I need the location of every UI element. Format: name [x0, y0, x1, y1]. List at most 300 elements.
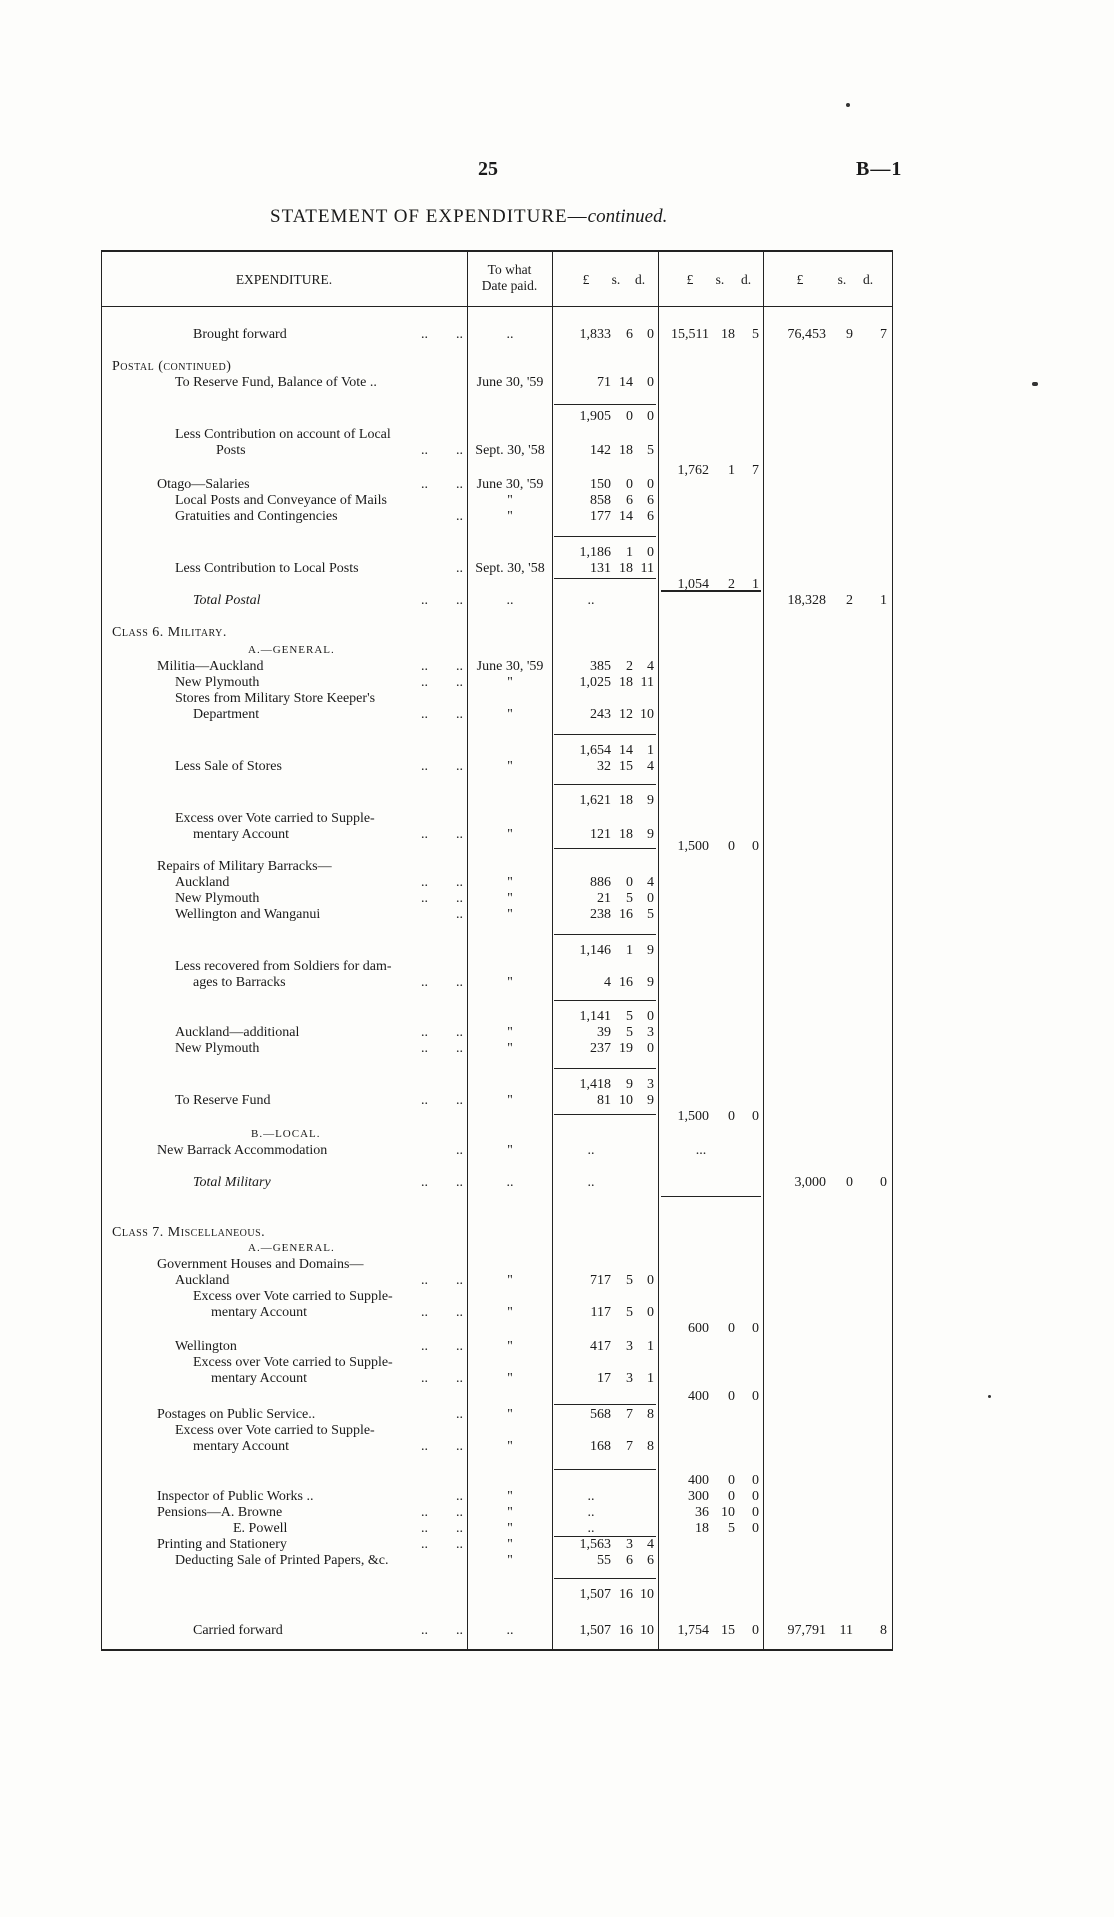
amount-a-shillings: 7 [626, 1407, 633, 1422]
table-row [101, 1024, 893, 1041]
row-date: June 30, '59 [476, 659, 544, 674]
table-row [101, 1552, 893, 1569]
leader-dots: .. .. [421, 707, 463, 722]
leader-dots: .. .. [421, 659, 463, 674]
amount-b-shillings: 5 [728, 1521, 735, 1536]
amount-a-shillings: 9 [626, 1077, 633, 1092]
amount-a-pounds: 568 [590, 1407, 611, 1422]
table-row [101, 326, 893, 343]
row-label: A.—GENERAL. [248, 1242, 335, 1254]
table-row [101, 560, 893, 577]
amount-b-pence: 0 [752, 1389, 759, 1404]
header-c2-shillings: s. [715, 272, 725, 287]
row-label: Less Sale of Stores [175, 759, 282, 774]
row-date: " [507, 1407, 513, 1422]
amount-b-pence: 5 [752, 327, 759, 342]
amount-a-pounds: 131 [590, 561, 611, 576]
row-label: Less recovered from Soldiers for dam- [175, 959, 392, 974]
amount-a-pounds: 71 [597, 375, 611, 390]
amount-a-shillings: 19 [619, 1041, 633, 1056]
amount-a-shillings: 3 [626, 1537, 633, 1552]
table-row [101, 810, 893, 827]
amount-a-shillings: 0 [626, 875, 633, 890]
table-row [101, 1388, 893, 1405]
amount-c-pounds: 3,000 [794, 1175, 826, 1190]
table-row [101, 544, 893, 561]
amount-a-pence: 1 [647, 1371, 654, 1386]
amount-c-pence: 1 [880, 593, 887, 608]
amount-a-shillings: 3 [626, 1371, 633, 1386]
amount-a-shillings: 14 [619, 375, 633, 390]
leader-dots: .. .. [421, 1041, 463, 1056]
row-date: " [507, 1093, 513, 1108]
row-date: .. [506, 327, 514, 342]
leader-dots: .. .. [421, 477, 463, 492]
amount-b-pence: 0 [752, 1623, 759, 1638]
amount-b-pounds: 1,054 [677, 577, 709, 592]
amount-a-pounds: 1,507 [579, 1587, 611, 1602]
amount-a-pounds: 417 [590, 1339, 611, 1354]
table-row [101, 408, 893, 425]
table-row [101, 974, 893, 991]
row-label: To Reserve Fund [175, 1093, 271, 1108]
table-row [101, 1076, 893, 1093]
amount-b-pence: 0 [752, 839, 759, 854]
amount-a-pounds: 1,833 [579, 327, 611, 342]
amount-a-shillings: 12 [619, 707, 633, 722]
amount-b-pence: 0 [752, 1473, 759, 1488]
amount-b-pence: 0 [752, 1521, 759, 1536]
row-label: Militia—Auckland [157, 659, 264, 674]
amount-a-shillings: 7 [626, 1439, 633, 1454]
row-date: " [507, 891, 513, 906]
table-row [101, 758, 893, 775]
header-c3-shillings: s. [837, 272, 847, 287]
table-row [101, 1272, 893, 1289]
amount-a-blank: .. [587, 1175, 595, 1190]
amount-a-pence: 9 [647, 827, 654, 842]
table-row [101, 358, 893, 375]
amount-a-pence: 9 [647, 943, 654, 958]
amount-a-pounds: 142 [590, 443, 611, 458]
row-label: A.—GENERAL. [248, 644, 335, 656]
table-row [101, 1174, 893, 1191]
amount-b-pence: 0 [752, 1321, 759, 1336]
amount-a-shillings: 16 [619, 975, 633, 990]
leader-dots: .. .. [421, 1537, 463, 1552]
amount-b-pence: 7 [752, 463, 759, 478]
amount-b-pounds: 36 [695, 1505, 709, 1520]
row-date: " [507, 493, 513, 508]
row-label: Total Military [193, 1175, 271, 1190]
header-bottom-rule [101, 306, 893, 307]
row-label: Excess over Vote carried to Supple- [193, 1289, 393, 1304]
row-label: Less Contribution on account of Local [175, 427, 391, 442]
amount-a-pence: 5 [647, 907, 654, 922]
amount-a-pence: 11 [640, 675, 654, 690]
amount-b-pence: 0 [752, 1489, 759, 1504]
table-row [101, 1256, 893, 1273]
amount-a-shillings: 16 [619, 907, 633, 922]
leader-dots: .. .. [421, 1339, 463, 1354]
leader-dots: .. .. [421, 1521, 463, 1536]
amount-a-pounds: 1,654 [579, 743, 611, 758]
amount-b-shillings: 15 [721, 1623, 735, 1638]
header-c1-pence: d. [634, 272, 646, 287]
row-date: " [507, 1339, 513, 1354]
amount-a-shillings: 14 [619, 509, 633, 524]
row-label: Class 6. Military. [112, 625, 227, 640]
amount-b-pounds: 600 [688, 1321, 709, 1336]
amount-a-pence: 10 [640, 1587, 654, 1602]
leader-dots: .. .. [421, 975, 463, 990]
amount-a-shillings: 5 [626, 1305, 633, 1320]
leader-dots: .. .. [421, 1273, 463, 1288]
leader-dots: .. .. [421, 759, 463, 774]
row-date: June 30, '59 [476, 477, 544, 492]
amount-a-pence: 10 [640, 707, 654, 722]
subtotal-rule [554, 1578, 656, 1579]
amount-a-shillings: 5 [626, 1009, 633, 1024]
amount-a-pence: 3 [647, 1025, 654, 1040]
table-row [101, 906, 893, 923]
leader-dots: .. .. [421, 443, 463, 458]
amount-a-pounds: 121 [590, 827, 611, 842]
amount-b-pounds: 1,500 [677, 1109, 709, 1124]
amount-b-pounds: 15,511 [671, 327, 709, 342]
amount-a-pence: 0 [647, 1041, 654, 1056]
amount-a-pounds: 1,418 [579, 1077, 611, 1092]
row-label: To Reserve Fund, Balance of Vote .. [175, 375, 377, 390]
row-date: " [507, 675, 513, 690]
table-row [101, 1092, 893, 1109]
row-label: Postages on Public Service.. [157, 1407, 316, 1422]
page-code: B—1 [856, 158, 903, 180]
amount-a-pence: 0 [647, 327, 654, 342]
table-row [101, 690, 893, 707]
table-row [101, 1504, 893, 1521]
subtotal-rule [554, 934, 656, 935]
amount-a-pence: 0 [647, 545, 654, 560]
row-label: Brought forward [193, 327, 287, 342]
amount-a-shillings: 0 [626, 409, 633, 424]
amount-a-shillings: 14 [619, 743, 633, 758]
table-row [101, 874, 893, 891]
row-date: .. [506, 1175, 514, 1190]
row-label: mentary Account [193, 1439, 290, 1454]
amount-a-shillings: 18 [619, 675, 633, 690]
row-label: Postal (continued) [112, 359, 232, 374]
table-row [101, 792, 893, 809]
row-label: Local Posts and Conveyance of Mails [175, 493, 387, 508]
table-row [101, 492, 893, 509]
leader-dots: .. .. [421, 1439, 463, 1454]
leader-dots: .. .. [421, 875, 463, 890]
table-row [101, 674, 893, 691]
amount-b-shillings: 2 [728, 577, 735, 592]
leader-dots: .. .. [421, 1305, 463, 1320]
table-row [101, 1142, 893, 1159]
table-row [101, 642, 893, 659]
header-c3-pounds: £ [796, 272, 804, 287]
row-date: " [507, 1439, 513, 1454]
amount-a-shillings: 5 [626, 891, 633, 906]
amount-a-shillings: 1 [626, 943, 633, 958]
amount-b-pounds: 18 [695, 1521, 709, 1536]
amount-a-pounds: 237 [590, 1041, 611, 1056]
amount-a-pounds: 1,025 [579, 675, 611, 690]
row-date: " [507, 759, 513, 774]
row-date: " [507, 1273, 513, 1288]
table-row [101, 476, 893, 493]
row-label: New Barrack Accommodation [157, 1143, 328, 1158]
amount-a-pounds: 243 [590, 707, 611, 722]
amount-a-pounds: 238 [590, 907, 611, 922]
expenditure-table [101, 250, 893, 1653]
row-label: Posts [216, 443, 246, 458]
row-date: " [507, 1041, 513, 1056]
row-label: Government Houses and Domains— [157, 1257, 364, 1272]
row-label: Excess over Vote carried to Supple- [193, 1355, 393, 1370]
table-row [101, 442, 893, 459]
amount-a-pounds: 385 [590, 659, 611, 674]
row-date: " [507, 1489, 513, 1504]
table-row [101, 1126, 893, 1143]
amount-b-shillings: 0 [728, 1389, 735, 1404]
row-label: Inspector of Public Works .. [157, 1489, 314, 1504]
amount-b-shillings: 0 [728, 1109, 735, 1124]
row-date: " [507, 907, 513, 922]
amount-c-shillings: 9 [846, 327, 853, 342]
amount-a-shillings: 6 [626, 493, 633, 508]
row-date: " [507, 1305, 513, 1320]
speck [1032, 382, 1038, 386]
row-label: ages to Barracks [193, 975, 286, 990]
row-label: Excess over Vote carried to Supple- [175, 1423, 375, 1438]
amount-a-pence: 6 [647, 493, 654, 508]
subtotal-rule [554, 1000, 656, 1001]
amount-a-shillings: 10 [619, 1093, 633, 1108]
amount-b-shillings: 0 [728, 839, 735, 854]
amount-b-shillings: 0 [728, 1473, 735, 1488]
row-date: Sept. 30, '58 [475, 443, 545, 458]
amount-a-blank: .. [587, 1521, 595, 1536]
row-label: Less Contribution to Local Posts [175, 561, 359, 576]
leader-dots: .. [456, 509, 463, 524]
amount-a-shillings: 1 [626, 545, 633, 560]
row-label: mentary Account [211, 1371, 308, 1386]
table-row [101, 1422, 893, 1439]
table-row [101, 1338, 893, 1355]
row-date: Sept. 30, '58 [475, 561, 545, 576]
amount-a-pence: 0 [647, 1273, 654, 1288]
amount-c-pounds: 18,328 [787, 593, 826, 608]
speck [988, 1395, 991, 1398]
amount-b-shillings: 18 [721, 327, 735, 342]
amount-a-shillings: 15 [619, 759, 633, 774]
amount-a-pounds: 17 [597, 1371, 611, 1386]
row-label: New Plymouth [175, 891, 260, 906]
amount-a-pounds: 168 [590, 1439, 611, 1454]
amount-a-pounds: 1,186 [579, 545, 611, 560]
amount-c-pence: 8 [880, 1623, 887, 1638]
amount-a-shillings: 16 [619, 1587, 633, 1602]
header-c3-pence: d. [862, 272, 874, 287]
amount-a-pence: 10 [640, 1623, 654, 1638]
row-label: Auckland [175, 875, 230, 890]
amount-a-pounds: 1,905 [579, 409, 611, 424]
table-row [101, 942, 893, 959]
amount-b-pounds: 1,762 [677, 463, 709, 478]
row-date: " [507, 707, 513, 722]
row-date: " [507, 1521, 513, 1536]
leader-dots: .. [456, 1489, 463, 1504]
amount-b-pounds: 1,500 [677, 839, 709, 854]
amount-a-shillings: 18 [619, 827, 633, 842]
amount-a-pence: 9 [647, 975, 654, 990]
amount-b-shillings: 0 [728, 1489, 735, 1504]
row-label: Wellington [175, 1339, 237, 1354]
leader-dots: .. .. [421, 1371, 463, 1386]
amount-c-shillings: 2 [846, 593, 853, 608]
row-date: " [507, 1505, 513, 1520]
row-date: " [507, 1371, 513, 1386]
row-label: E. Powell [233, 1521, 288, 1536]
amount-b-pounds: 400 [688, 1389, 709, 1404]
row-label: Carried forward [193, 1623, 283, 1638]
table-row [101, 958, 893, 975]
amount-a-shillings: 6 [626, 1553, 633, 1568]
amount-a-blank: .. [587, 593, 595, 608]
row-date: " [507, 1143, 513, 1158]
table-row [101, 706, 893, 723]
row-label: Printing and Stationery [157, 1537, 287, 1552]
table-row [101, 858, 893, 875]
leader-dots: .. .. [421, 1623, 463, 1638]
row-date: .. [506, 1623, 514, 1638]
table-row [101, 838, 893, 855]
row-date: " [507, 1025, 513, 1040]
table-row [101, 1438, 893, 1455]
row-label: Gratuities and Contingencies [175, 509, 338, 524]
amount-a-pounds: 1,141 [579, 1009, 611, 1024]
table-row [101, 1320, 893, 1337]
row-label: Otago—Salaries [157, 477, 250, 492]
amount-a-pence: 1 [647, 743, 654, 758]
speck [846, 103, 850, 107]
row-date: " [507, 827, 513, 842]
header-c2-pounds: £ [686, 272, 694, 287]
top-rule [101, 250, 893, 252]
row-label: New Plymouth [175, 675, 260, 690]
amount-b-pounds: 400 [688, 1473, 709, 1488]
amount-a-pounds: 39 [597, 1025, 611, 1040]
amount-a-pounds: 81 [597, 1093, 611, 1108]
leader-dots: .. [456, 1407, 463, 1422]
amount-a-pence: 0 [647, 1305, 654, 1320]
amount-a-pence: 5 [647, 443, 654, 458]
amount-a-blank: .. [587, 1505, 595, 1520]
amount-a-pounds: 1,621 [579, 793, 611, 808]
amount-b-pence: 0 [752, 1109, 759, 1124]
row-label: Repairs of Military Barracks— [157, 859, 332, 874]
title-suffix: continued. [587, 206, 668, 227]
table-row [101, 658, 893, 675]
table-row [101, 1536, 893, 1553]
table-row [101, 1240, 893, 1257]
amount-a-pence: 8 [647, 1439, 654, 1454]
leader-dots: .. .. [421, 1093, 463, 1108]
row-label: mentary Account [211, 1305, 308, 1320]
amount-a-shillings: 5 [626, 1273, 633, 1288]
row-label: B.—LOCAL. [251, 1128, 321, 1140]
leader-dots: .. .. [421, 891, 463, 906]
leader-dots: .. .. [421, 1025, 463, 1040]
amount-a-shillings: 18 [619, 561, 633, 576]
subtotal-rule [554, 1469, 656, 1470]
amount-a-pounds: 55 [597, 1553, 611, 1568]
amount-a-pence: 1 [647, 1339, 654, 1354]
page-number: 25 [478, 158, 498, 180]
leader-dots: .. .. [421, 1505, 463, 1520]
amount-a-pence: 0 [647, 477, 654, 492]
amount-b-pounds: 1,754 [677, 1623, 709, 1638]
amount-c-pounds: 76,453 [787, 327, 826, 342]
leader-dots: .. .. [421, 1175, 463, 1190]
amount-a-shillings: 3 [626, 1339, 633, 1354]
amount-a-pence: 0 [647, 891, 654, 906]
header-c2-pence: d. [740, 272, 752, 287]
table-row [101, 1040, 893, 1057]
table-row [101, 1406, 893, 1423]
amount-c-shillings: 0 [846, 1175, 853, 1190]
amount-a-pounds: 717 [590, 1273, 611, 1288]
amount-a-pounds: 117 [590, 1305, 611, 1320]
row-label: Excess over Vote carried to Supple- [175, 811, 375, 826]
amount-a-shillings: 6 [626, 327, 633, 342]
amount-c-shillings: 11 [839, 1623, 853, 1638]
table-row [101, 624, 893, 641]
row-label: Stores from Military Store Keeper's [175, 691, 376, 706]
table-row [101, 1008, 893, 1025]
amount-a-pounds: 177 [590, 509, 611, 524]
table-row [101, 1488, 893, 1505]
amount-a-pence: 0 [647, 1009, 654, 1024]
amount-a-pence: 6 [647, 1553, 654, 1568]
row-date: " [507, 509, 513, 524]
header-date-line1: To what [487, 262, 532, 277]
table-row [101, 1586, 893, 1603]
amount-a-pence: 4 [647, 1537, 654, 1552]
subtotal-rule [661, 1196, 761, 1197]
amount-b-shillings: 10 [721, 1505, 735, 1520]
amount-a-pence: 4 [647, 759, 654, 774]
subtotal-rule [554, 784, 656, 785]
table-row [101, 1304, 893, 1321]
amount-a-pence: 9 [647, 793, 654, 808]
amount-a-blank: .. [587, 1489, 595, 1504]
amount-c-pence: 7 [880, 327, 887, 342]
amount-a-pounds: 150 [590, 477, 611, 492]
amount-b-blank: ... [695, 1143, 707, 1158]
amount-c-pence: 0 [880, 1175, 887, 1190]
amount-a-shillings: 18 [619, 443, 633, 458]
row-date: " [507, 1553, 513, 1568]
amount-a-blank: .. [587, 1143, 595, 1158]
table-row [101, 1288, 893, 1305]
amount-a-pence: 4 [647, 875, 654, 890]
leader-dots: .. .. [421, 827, 463, 842]
